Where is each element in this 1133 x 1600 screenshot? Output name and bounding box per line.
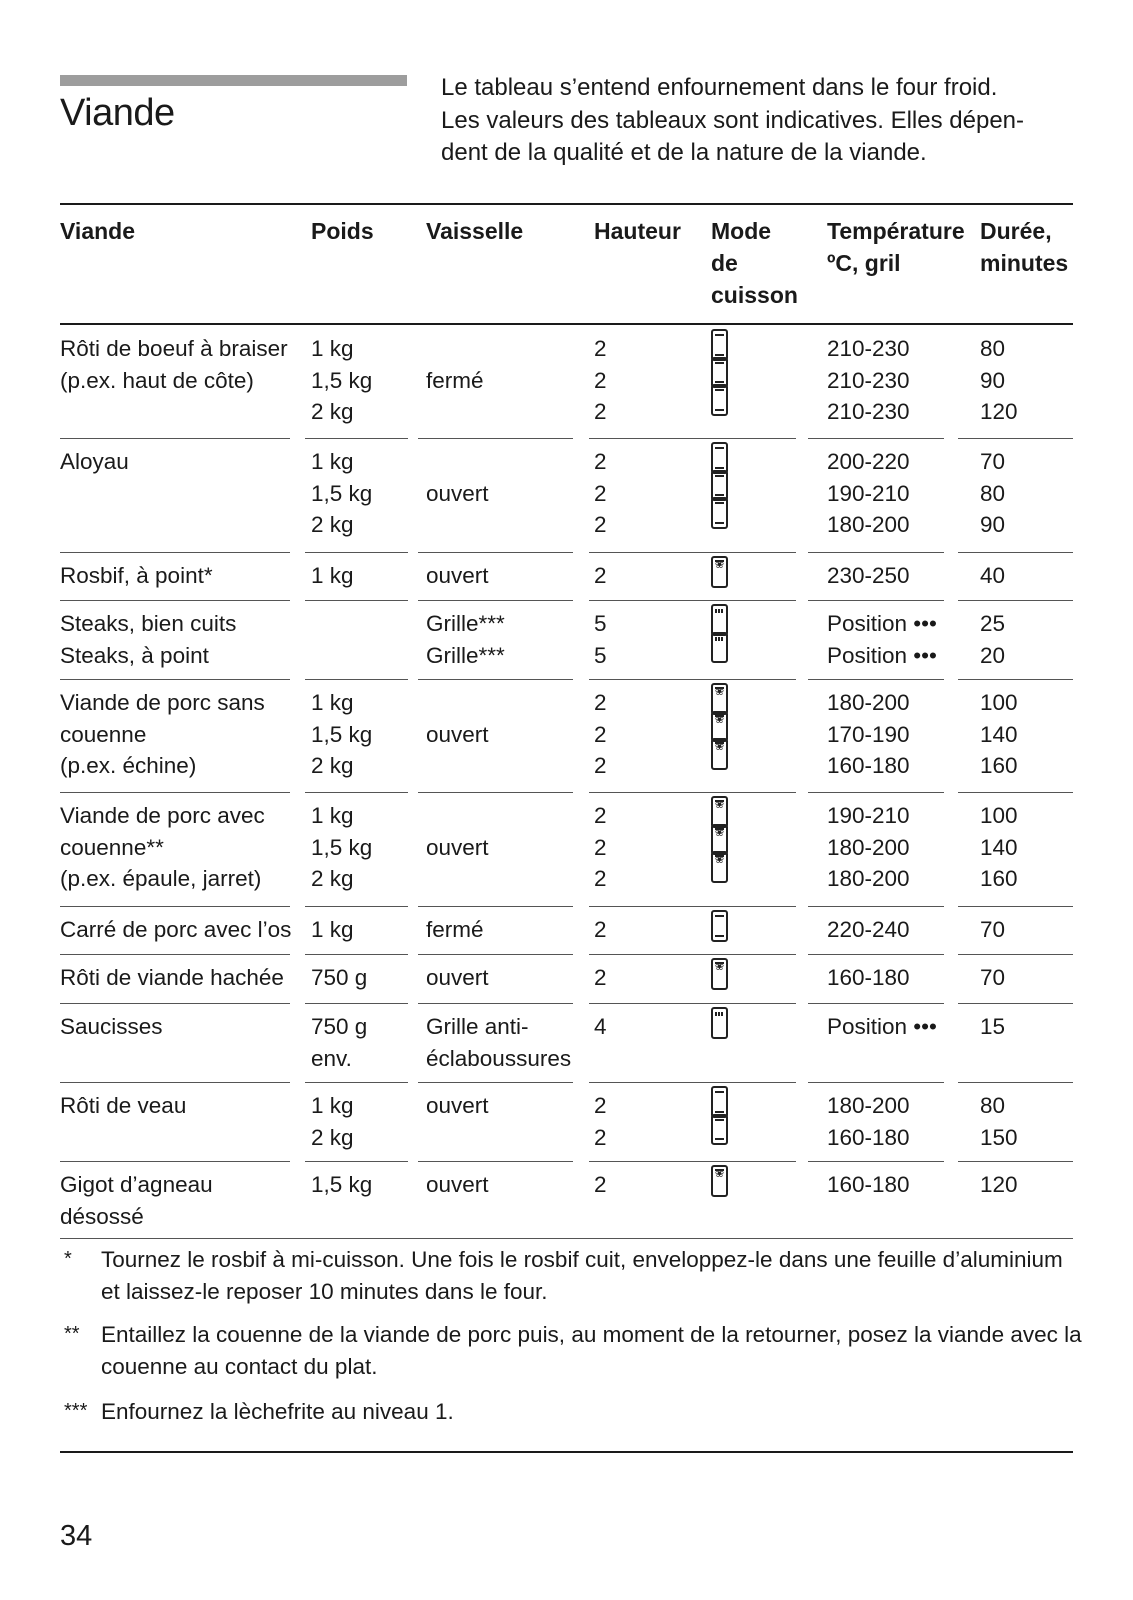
row-separator (808, 600, 944, 601)
table-row (60, 333, 1073, 446)
row-separator (305, 954, 408, 955)
row-separator (305, 1161, 408, 1162)
row-separator (418, 906, 573, 907)
cell-viande: Rosbif, à point* (60, 563, 213, 588)
cell-vaisselle: ouvert (426, 965, 489, 990)
cell-temperature: 180-200 170-190 160-180 (827, 690, 910, 778)
cell-viande: Saucisses (60, 1014, 163, 1039)
header-viande: Viande (60, 218, 135, 244)
row-separator (958, 600, 1073, 601)
cell-vaisselle: fermé (426, 917, 484, 942)
cell-hauteur: 2 2 2 (594, 449, 607, 537)
row-separator (690, 679, 796, 680)
row-separator (589, 552, 699, 553)
row-separator (60, 1003, 290, 1004)
footnote-text: Enfournez la lèchefrite au niveau 1. (101, 1399, 454, 1424)
intro-text (441, 72, 1081, 170)
row-separator (690, 552, 796, 553)
row-separator (60, 600, 290, 601)
cell-vaisselle: ouvert (426, 721, 489, 747)
header-mode: Mode de cuisson (711, 218, 798, 308)
cell-vaisselle: fermé (426, 367, 484, 393)
intro-line: dent de la qualité et de la nature de la viande. (441, 139, 927, 166)
cell-poids: 1 kg 2 kg (311, 1093, 354, 1150)
header-temperature: Température ºC, gril (827, 218, 965, 276)
row-separator (690, 438, 796, 439)
row-separator (958, 1082, 1073, 1083)
cell-viande: Aloyau (60, 449, 129, 474)
cell-hauteur: 2 2 2 (594, 803, 607, 891)
footnote-mark: * (64, 1248, 72, 1270)
cell-mode (711, 1169, 728, 1197)
conventional-heat-icon (711, 910, 728, 942)
table-row (60, 1169, 1073, 1248)
row-separator (418, 552, 573, 553)
hot-air-grill-icon (711, 1165, 728, 1197)
cell-temperature: 190-210 180-200 180-200 (827, 803, 910, 891)
cell-mode (711, 608, 728, 663)
cell-duree: 70 80 90 (980, 449, 1006, 537)
cell-temperature: 230-250 (827, 563, 910, 588)
cell-duree: 80 150 (980, 1093, 1018, 1150)
cell-poids: 1 kg (311, 917, 354, 942)
cell-duree: 40 (980, 563, 1006, 588)
cell-vaisselle: ouvert (426, 480, 489, 506)
row-separator (808, 552, 944, 553)
cell-viande: Rôti de veau (60, 1093, 187, 1118)
row-separator (958, 954, 1073, 955)
cell-duree: 80 90 120 (980, 336, 1018, 424)
row-separator (690, 1161, 796, 1162)
cell-vaisselle: ouvert (426, 1172, 489, 1197)
table-row (60, 914, 1073, 962)
cell-temperature: 160-180 (827, 965, 910, 990)
row-separator (305, 552, 408, 553)
row-separator (305, 1082, 408, 1083)
cell-mode (711, 914, 728, 942)
cell-mode (711, 560, 728, 588)
cell-mode (711, 333, 728, 416)
table-row (60, 446, 1073, 560)
cell-hauteur: 5 5 (594, 611, 607, 668)
row-separator (589, 1003, 699, 1004)
page-title: Viande (60, 92, 175, 134)
row-separator (305, 906, 408, 907)
hot-air-grill-icon (711, 851, 728, 883)
notes-bottom-rule (60, 1451, 1073, 1453)
header-duree: Durée, minutes (980, 218, 1069, 276)
row-separator (958, 679, 1073, 680)
cell-vaisselle: Grille*** Grille*** (426, 611, 505, 668)
cell-temperature: Position ••• (827, 1014, 937, 1039)
cell-duree: 120 (980, 1172, 1018, 1197)
row-separator (958, 438, 1073, 439)
row-separator (60, 792, 290, 793)
row-separator (418, 792, 573, 793)
row-separator (808, 438, 944, 439)
hot-air-grill-icon (711, 796, 728, 828)
row-separator (808, 1003, 944, 1004)
cell-poids: 750 g env. (311, 1014, 368, 1071)
row-separator (808, 1161, 944, 1162)
row-separator (305, 1003, 408, 1004)
footnote-mark: ** (64, 1323, 80, 1345)
conventional-heat-icon (711, 384, 728, 416)
conventional-heat-icon (711, 329, 728, 361)
hot-air-grill-icon (711, 738, 728, 770)
header-poids: Poids (311, 218, 374, 244)
row-separator (690, 906, 796, 907)
cell-vaisselle: ouvert (426, 1093, 489, 1118)
cell-mode (711, 1090, 728, 1145)
row-separator (589, 1161, 699, 1162)
row-separator (690, 600, 796, 601)
intro-line: Les valeurs des tableaux sont indicatives. Elles dépen- (441, 106, 1025, 134)
row-separator (589, 438, 699, 439)
cell-vaisselle: Grille anti- éclaboussures (426, 1014, 572, 1071)
row-separator (690, 954, 796, 955)
table-row (60, 1090, 1073, 1169)
cell-poids: 1 kg 1,5 kg 2 kg (311, 690, 373, 778)
cell-duree: 70 (980, 965, 1006, 990)
table-row (60, 800, 1073, 914)
cell-duree: 100 140 160 (980, 803, 1018, 891)
grill-icon (711, 632, 728, 664)
cell-vaisselle: ouvert (426, 834, 489, 860)
row-separator (808, 906, 944, 907)
cell-viande: Carré de porc avec l’os (60, 917, 292, 942)
cell-temperature: 210-230 210-230 210-230 (827, 336, 910, 424)
hot-air-grill-icon (711, 683, 728, 715)
cell-poids: 1 kg 1,5 kg 2 kg (311, 803, 373, 891)
cell-viande: Rôti de boeuf à braiser (p.ex. haut de côte) (60, 336, 288, 393)
row-separator (589, 906, 699, 907)
cell-hauteur: 2 (594, 917, 607, 942)
cell-poids: 1 kg 1,5 kg 2 kg (311, 336, 373, 424)
cell-duree: 100 140 160 (980, 690, 1018, 778)
title-bar (60, 75, 407, 86)
row-separator (418, 954, 573, 955)
cell-mode (711, 687, 728, 770)
row-separator (418, 1161, 573, 1162)
row-separator (808, 792, 944, 793)
row-separator (958, 906, 1073, 907)
footnote-mark: *** (64, 1400, 88, 1422)
grill-icon (711, 1007, 728, 1039)
intro-line: Le tableau s’entend enfournement dans le four froid. (441, 74, 998, 101)
row-separator (690, 1003, 796, 1004)
cell-viande: Viande de porc sans couenne (p.ex. échine) (60, 690, 265, 778)
row-separator (305, 600, 408, 601)
row-separator (60, 1161, 290, 1162)
table-row (60, 608, 1073, 687)
row-separator (418, 679, 573, 680)
cell-duree: 15 (980, 1014, 1006, 1039)
cell-mode (711, 1011, 728, 1039)
row-separator (418, 600, 573, 601)
row-separator (690, 1082, 796, 1083)
cell-mode (711, 800, 728, 883)
row-separator (305, 792, 408, 793)
table-bottom-rule (60, 1238, 1073, 1239)
table-header-rule (60, 323, 1073, 325)
cell-viande: Rôti de viande hachée (60, 965, 284, 990)
row-separator (60, 954, 290, 955)
cell-mode (711, 446, 728, 529)
row-separator (808, 954, 944, 955)
row-separator (60, 552, 290, 553)
conventional-heat-icon (711, 1086, 728, 1118)
cell-hauteur: 2 2 2 (594, 336, 607, 424)
row-separator (589, 792, 699, 793)
cell-hauteur: 2 2 (594, 1093, 607, 1150)
cell-viande: Steaks, bien cuits Steaks, à point (60, 611, 237, 668)
row-separator (60, 679, 290, 680)
cell-poids: 1 kg (311, 563, 354, 588)
table-row (60, 962, 1073, 1011)
row-separator (589, 679, 699, 680)
row-separator (60, 906, 290, 907)
footnote-text: Tournez le rosbif à mi-cuisson. Une fois le rosbif cuit, enveloppez-le dans une feuille d’aluminium et laissez-le reposer 10 minutes dans le four. (101, 1247, 1063, 1304)
header-vaisselle: Vaisselle (426, 218, 524, 244)
table-row (60, 560, 1073, 608)
cell-viande: Gigot d’agneau désossé (60, 1172, 213, 1229)
row-separator (305, 679, 408, 680)
cell-temperature: 220-240 (827, 917, 910, 942)
cell-vaisselle: ouvert (426, 563, 489, 588)
row-separator (60, 438, 290, 439)
cell-temperature: 160-180 (827, 1172, 910, 1197)
grill-icon (711, 604, 728, 636)
row-separator (958, 1161, 1073, 1162)
row-separator (418, 438, 573, 439)
conventional-heat-icon (711, 1114, 728, 1146)
row-separator (589, 600, 699, 601)
cell-duree: 25 20 (980, 611, 1006, 668)
cell-temperature: 200-220 190-210 180-200 (827, 449, 910, 537)
conventional-heat-icon (711, 442, 728, 474)
cell-hauteur: 2 (594, 965, 607, 990)
row-separator (958, 552, 1073, 553)
row-separator (958, 1003, 1073, 1004)
table-row (60, 1011, 1073, 1090)
cell-temperature: 180-200 160-180 (827, 1093, 910, 1150)
row-separator (589, 1082, 699, 1083)
table-top-rule (60, 203, 1073, 205)
cell-temperature: Position ••• Position ••• (827, 611, 937, 668)
cell-poids: 1,5 kg (311, 1172, 373, 1197)
cell-hauteur: 2 2 2 (594, 690, 607, 778)
cell-viande: Viande de porc avec couenne** (p.ex. épaule, jarret) (60, 803, 265, 891)
row-separator (418, 1082, 573, 1083)
page-number: 34 (60, 1520, 93, 1552)
footnote-text: Entaillez la couenne de la viande de porc puis, au moment de la retourner, posez la viande avec la couenne au contact du plat. (101, 1322, 1082, 1379)
cell-poids: 1 kg 1,5 kg 2 kg (311, 449, 373, 537)
hot-air-grill-icon (711, 958, 728, 990)
row-separator (60, 1082, 290, 1083)
row-separator (418, 1003, 573, 1004)
cell-hauteur: 2 (594, 1172, 607, 1197)
cell-duree: 70 (980, 917, 1006, 942)
header-hauteur: Hauteur (594, 218, 681, 244)
conventional-heat-icon (711, 497, 728, 529)
hot-air-grill-icon (711, 556, 728, 588)
row-separator (589, 954, 699, 955)
cell-hauteur: 2 (594, 563, 607, 588)
row-separator (305, 438, 408, 439)
table-row (60, 687, 1073, 800)
row-separator (808, 1082, 944, 1083)
cell-mode (711, 962, 728, 990)
row-separator (690, 792, 796, 793)
cell-hauteur: 4 (594, 1014, 607, 1039)
cell-poids: 750 g (311, 965, 368, 990)
row-separator (808, 679, 944, 680)
row-separator (958, 792, 1073, 793)
